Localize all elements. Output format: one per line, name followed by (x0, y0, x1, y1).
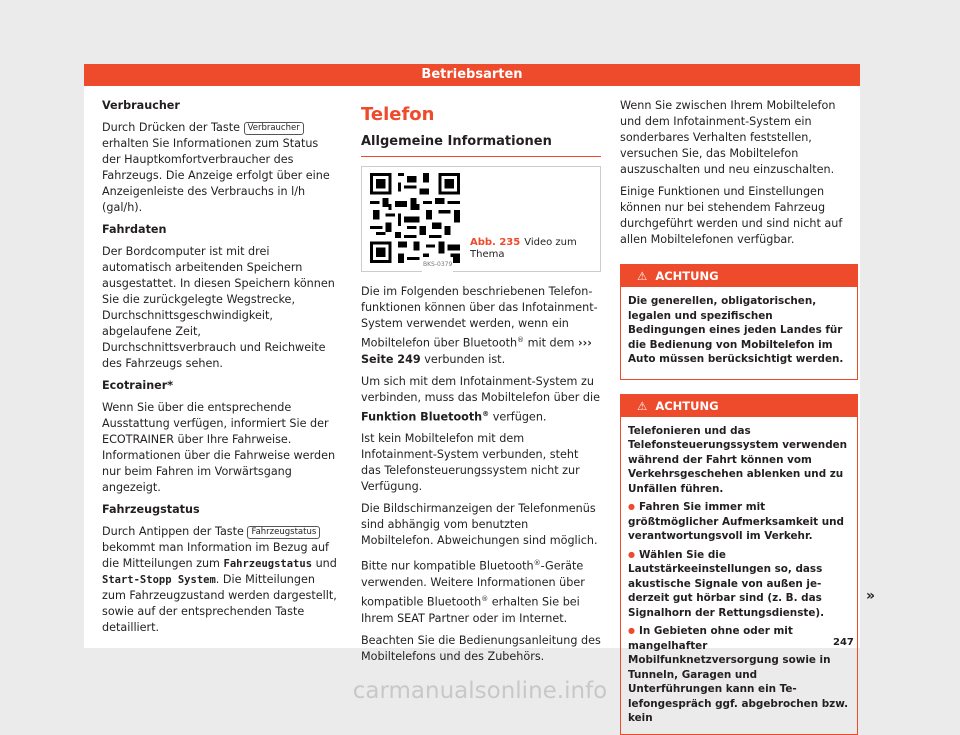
warning-triangle-icon: ⚠ (637, 398, 648, 413)
paragraph-fahrzeugstatus (102, 524, 338, 636)
figure-label: Abb. 235 (470, 237, 521, 248)
paragraph-telefonfunktionen (361, 284, 601, 368)
qr-code-icon[interactable] (370, 173, 460, 263)
figure-code: BKS-0379 (422, 257, 453, 273)
paragraph-bedienungsanleitung: Beachten Sie die Bedienungsanleitung des Mobiltelefons und des Zubehörs. (361, 633, 601, 663)
column-left (102, 98, 338, 642)
chapter-title: Telefon (361, 104, 435, 125)
text: und (312, 557, 337, 570)
text: Durch Drücken der Taste (102, 121, 244, 134)
paragraph-sonderbares-verhalten: Wenn Sie zwischen Ihrem Mobiltelefon und dem Infotainment-System ein sonderbares Verhalten feststellen, versuchen Sie, das Mobiltelefon auszuschalten und neu einzuschalten. (620, 99, 836, 176)
display-text: Fahrzeugstatus (223, 558, 313, 570)
paragraph-kompatible-geraete (361, 555, 601, 626)
text: -Geräte verwenden. Weitere Informationen über kompatible Bluetooth (361, 560, 585, 609)
page-reference-link[interactable]: ››› Seite 249 (361, 336, 592, 366)
warning-body (621, 287, 857, 379)
warning-header (621, 265, 857, 287)
text: bekommt man Information im Bezug auf die Mitteilungen zum (102, 541, 329, 570)
paragraph-verbraucher (102, 120, 338, 216)
figure-caption (470, 237, 598, 261)
text: Durch Antippen der Taste (102, 525, 248, 538)
figure-box (361, 166, 601, 272)
key-fahrzeugstatus: Fahrzeugstatus (247, 526, 320, 539)
column-right (620, 98, 858, 735)
registered-mark: ® (482, 409, 490, 418)
warning-bullet: ● Wählen Sie die Lautstärkeeinstellungen so, dass akustische Signale von außen jederzeit gut hörbar sind (z. B. das Signalhorn der Rettungsdienste). (628, 548, 849, 621)
text: erhalten Sie Informationen zum Status der Hauptkomfortverbraucher des Fahrzeugs. Die Anzeige erfolgt über eine Anzeigenleiste des Verbrauchs in l/h (gal/h). (102, 137, 330, 214)
warning-text: Die generellen, obligatorischen, legalen und spezifischen Bedingungen eines jeden Landes für die Bedienung von Mobiltelefon im Auto müssen berücksichtigt werden. (628, 295, 844, 365)
caption-text: Video zum Thema (470, 237, 577, 260)
key-verbraucher: Verbraucher (244, 122, 304, 135)
heading-fahrzeugstatus: Fahrzeugstatus (102, 503, 200, 516)
text: Um sich mit dem Infotainment-System zu verbinden, muss das Mobiltelefon über die (361, 374, 600, 404)
warning-bullet: ● In Gebieten ohne oder mit mangelhafter Mobilfunknetzversorgung sowie in Tunneln, Garagen und Unterführungen kann ein Telefongespräch ggf. abgebrochen bzw. kein (628, 624, 849, 726)
column-middle (361, 98, 601, 671)
warning-box-1 (620, 264, 858, 380)
heading-verbraucher: Verbraucher (102, 99, 180, 112)
emphasis: Funktion Bluetooth (361, 410, 483, 424)
warning-text: Telefonieren und das Telefonsteuerungssystem verwenden während der Fahrt können vom Verkehrsgeschehen ablenken und zu Unfällen führen. (628, 424, 848, 495)
paragraph-bildschirmanzeigen: Die Bildschirmanzeigen der Telefonmenüs sind abhängig vom benutzten Mobiltelefon. Abweichungen sind möglich. (361, 502, 598, 548)
warning-title: ACHTUNG (655, 398, 719, 413)
text: . Die Mitteilungen zum Fahrzeugzustand werden dargestellt, sowie auf der entsprechenden Taste detailliert. (102, 573, 337, 634)
text: Die im Folgenden beschriebenen Telefonfunktionen können über das Infotainment-System verwendet werden, wenn ein Mobiltelefon über Bluetooth (361, 285, 598, 350)
paragraph-fahrdaten: Der Bordcomputer ist mit drei automatisch arbeitenden Speichern ausgestattet. In diesen Speichern können Sie die zurückgelegte Wegstrecke, Durchschnittsgeschwindigkeit, abgelaufene Zeit, Durchschnittsverbrauch und Reichweite des Fahrzeugs sehen. (102, 245, 335, 370)
text: Bitte nur kompatible Bluetooth (361, 560, 534, 574)
section-subtitle: Allgemeine Informationen (361, 134, 601, 157)
heading-ecotrainer: Ecotrainer* (102, 379, 174, 392)
paragraph-nicht-verbunden: Ist kein Mobiltelefon mit dem Infotainment-System verbunden, steht das Telefonsteuerungssystem nicht zur Verfügung. (361, 432, 580, 494)
registered-mark: ® (481, 595, 489, 604)
heading-fahrdaten: Fahrdaten (102, 223, 167, 236)
section-header: Betriebsarten (84, 64, 860, 86)
continue-arrow-icon: » (866, 588, 876, 604)
text: erhalten Sie bei Ihrem SEAT Partner oder im Internet. (361, 595, 580, 625)
warning-triangle-icon: ⚠ (637, 269, 648, 283)
text: mit dem (524, 336, 578, 350)
warning-title: ACHTUNG (655, 269, 719, 283)
warning-header (621, 395, 857, 417)
text: verfügen. (489, 410, 547, 424)
paragraph-einige-funktionen: Einige Funktionen und Einstellungen können nur bei stehendem Fahrzeug durchgeführt werden und sind nicht auf allen Mobiltelefonen verfügbar. (620, 185, 843, 246)
registered-mark: ® (533, 559, 541, 568)
display-text: Start-Stopp System (102, 574, 216, 586)
warning-bullet: ● Fahren Sie immer mit größtmöglicher Aufmerksamkeit und verantwortungsvoll im Verkehr. (628, 500, 849, 544)
registered-mark: ® (517, 336, 525, 344)
paragraph-ecotrainer: Wenn Sie über die entsprechende Ausstattung verfügen, informiert Sie der ECOTRAINER über Ihre Fahrweise. Informationen über die Fahrweise werden nur beim Fahren im Vorwärtsgang angezeigt. (102, 401, 336, 494)
paragraph-verbinden (361, 374, 601, 426)
watermark: carmanualsonline.info (352, 678, 608, 704)
page-number: 247 (833, 637, 854, 648)
text: verbunden ist. (420, 352, 506, 366)
